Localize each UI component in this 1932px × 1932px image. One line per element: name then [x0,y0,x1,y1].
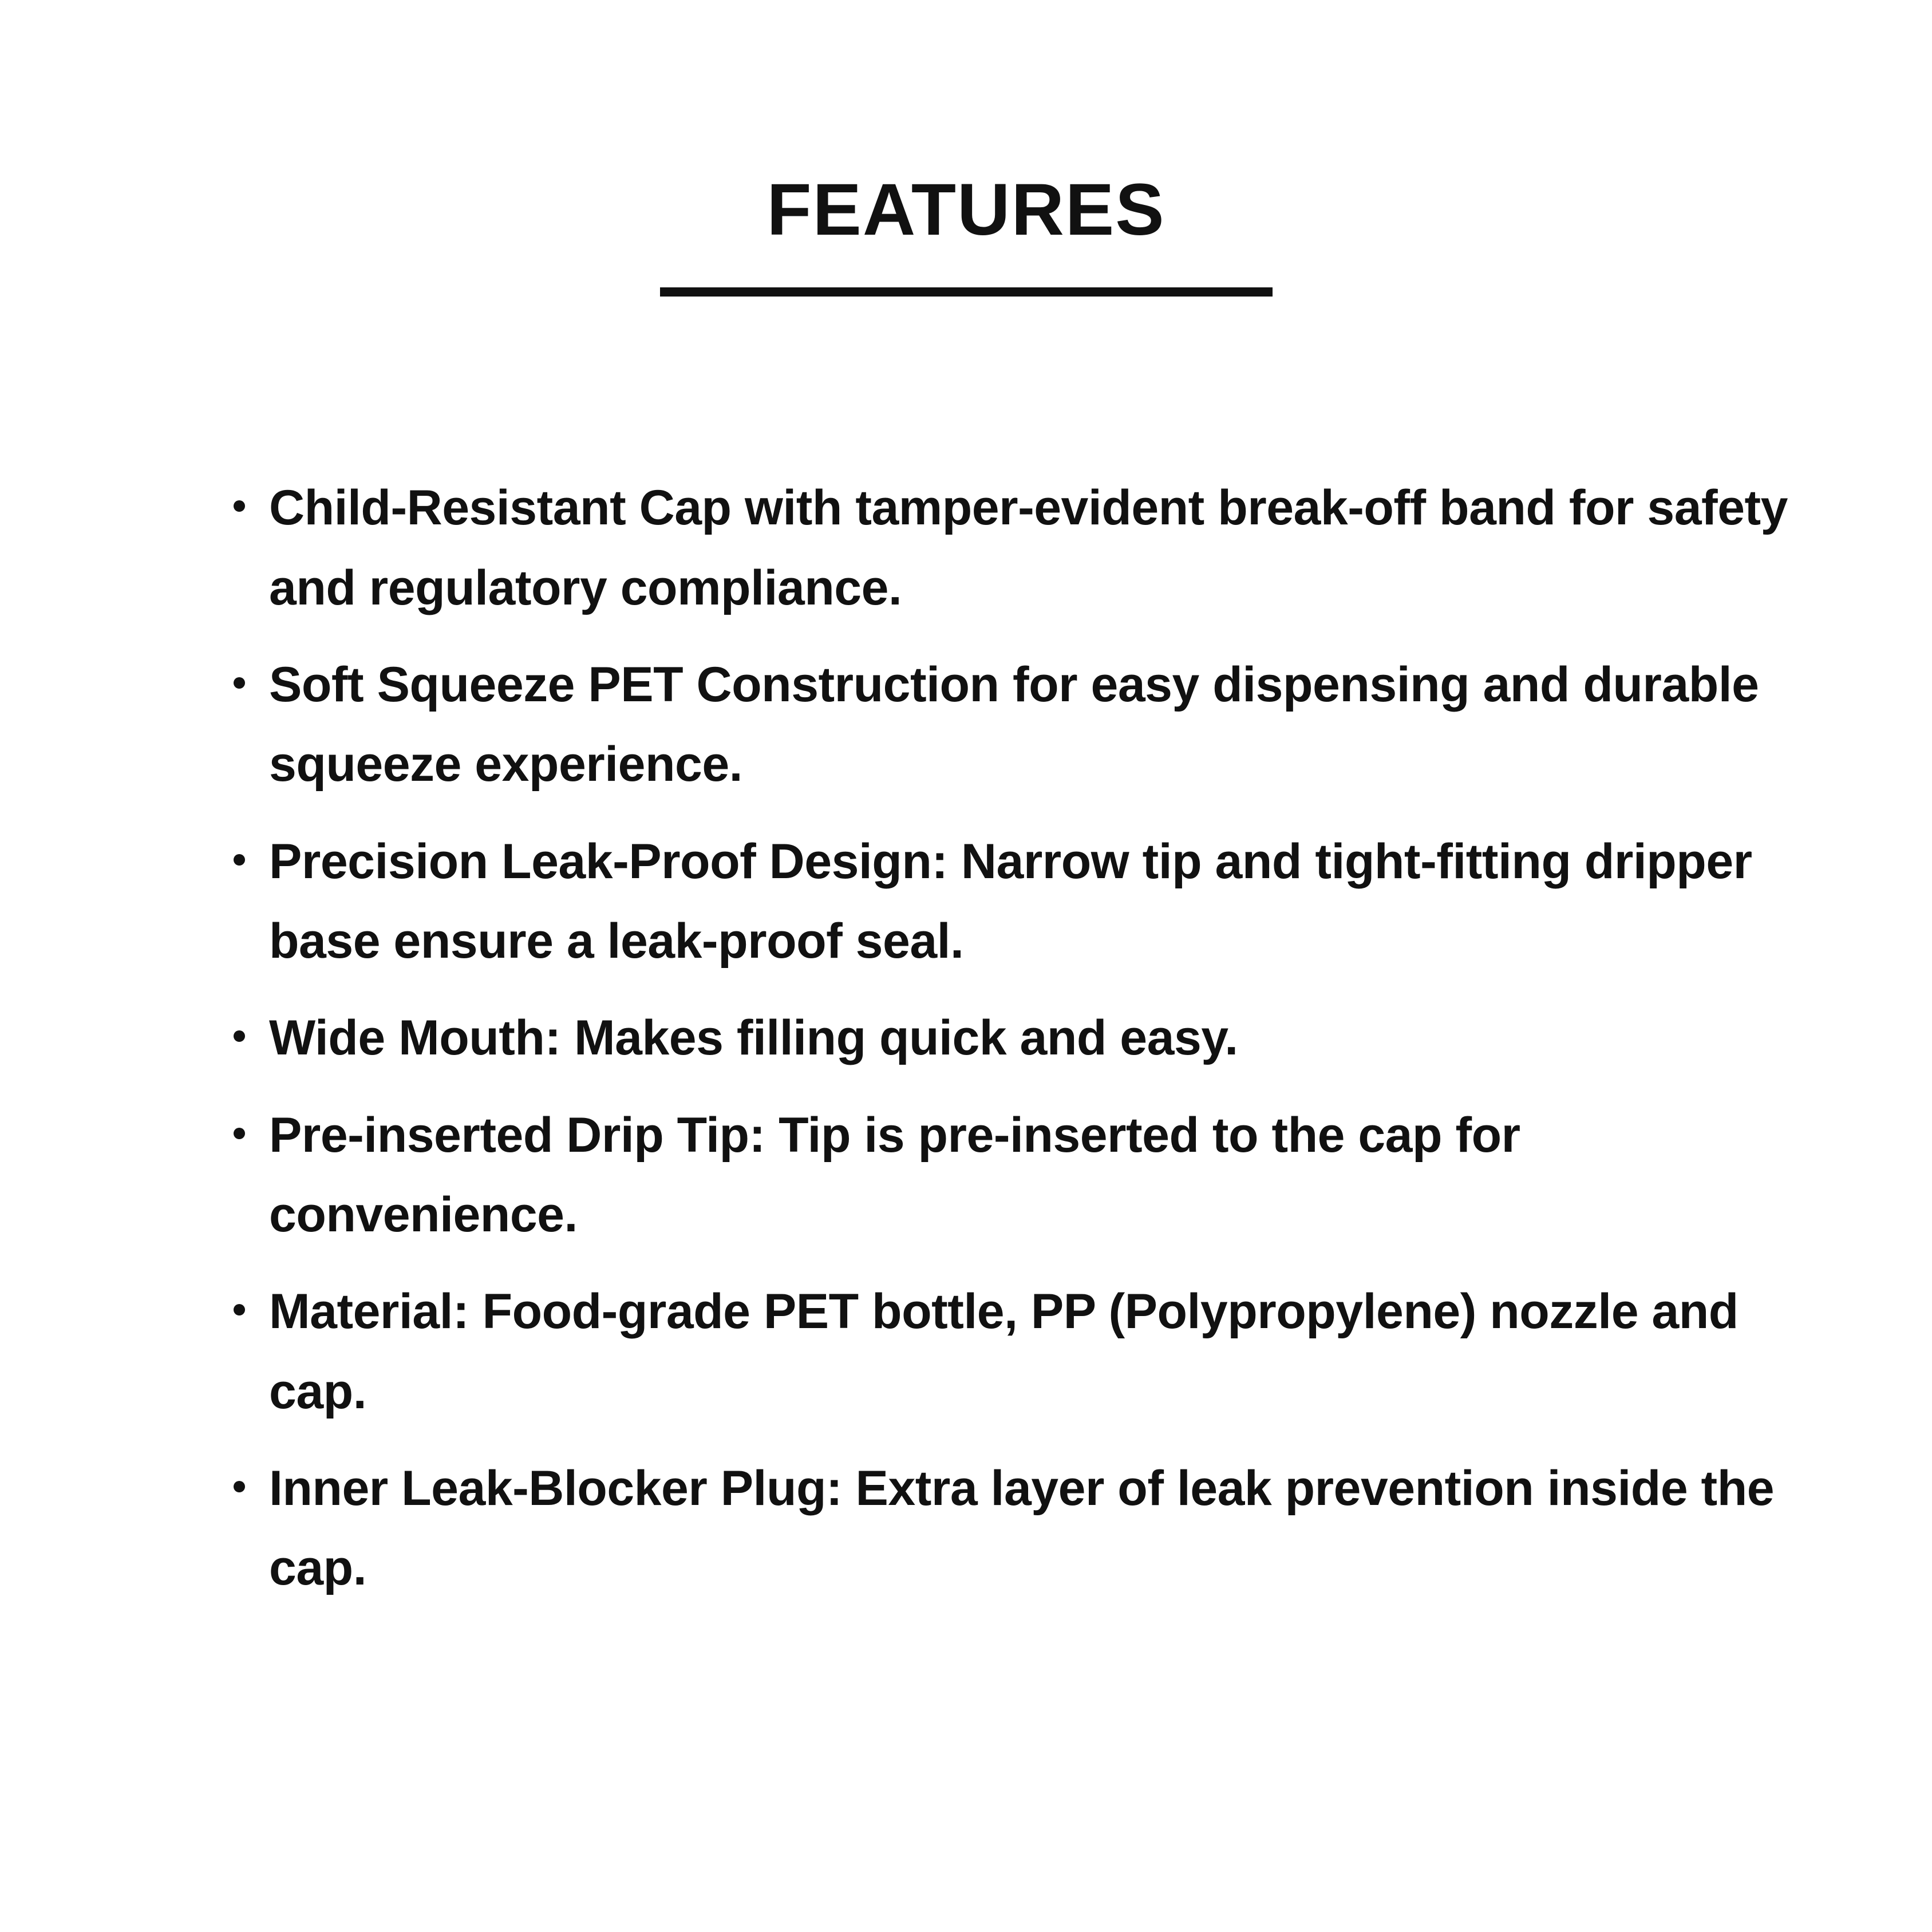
list-item [229,1449,1789,1609]
list-item-text: Material: Food-grade PET bottle, PP (Polypropylene) nozzle and cap. [269,1284,1739,1419]
list-item [229,1272,1789,1432]
list-item-text: Wide Mouth: Makes filling quick and easy. [269,1010,1238,1066]
list-item [229,1096,1789,1255]
bullet-icon [234,1030,245,1042]
list-item-text: Child-Resistant Cap with tamper-evident break-off band for safety and regulatory compliance. [269,480,1788,615]
bullet-icon [234,854,245,866]
bullet-icon [234,1481,245,1492]
features-list [0,468,1932,1608]
list-item-text: Soft Squeeze PET Construction for easy dispensing and durable squeeze experience. [269,657,1759,792]
list-item-text: Pre-inserted Drip Tip: Tip is pre-inserted to the cap for convenience. [269,1107,1520,1242]
list-item-text: Inner Leak-Blocker Plug: Extra layer of leak prevention inside the cap. [269,1460,1775,1596]
list-item [229,822,1789,982]
list-item-text: Precision Leak-Proof Design: Narrow tip and tight-fitting dripper base ensure a leak-proof seal. [269,833,1752,969]
title-underline-divider [660,287,1273,297]
page-title: FEATURES [767,169,1165,251]
bullet-icon [234,677,245,689]
bullet-icon [234,1128,245,1139]
bullet-icon [234,500,245,512]
title-block [0,0,1932,297]
list-item [229,998,1789,1078]
list-item [229,468,1789,628]
bullet-icon [234,1304,245,1315]
list-item [229,645,1789,805]
